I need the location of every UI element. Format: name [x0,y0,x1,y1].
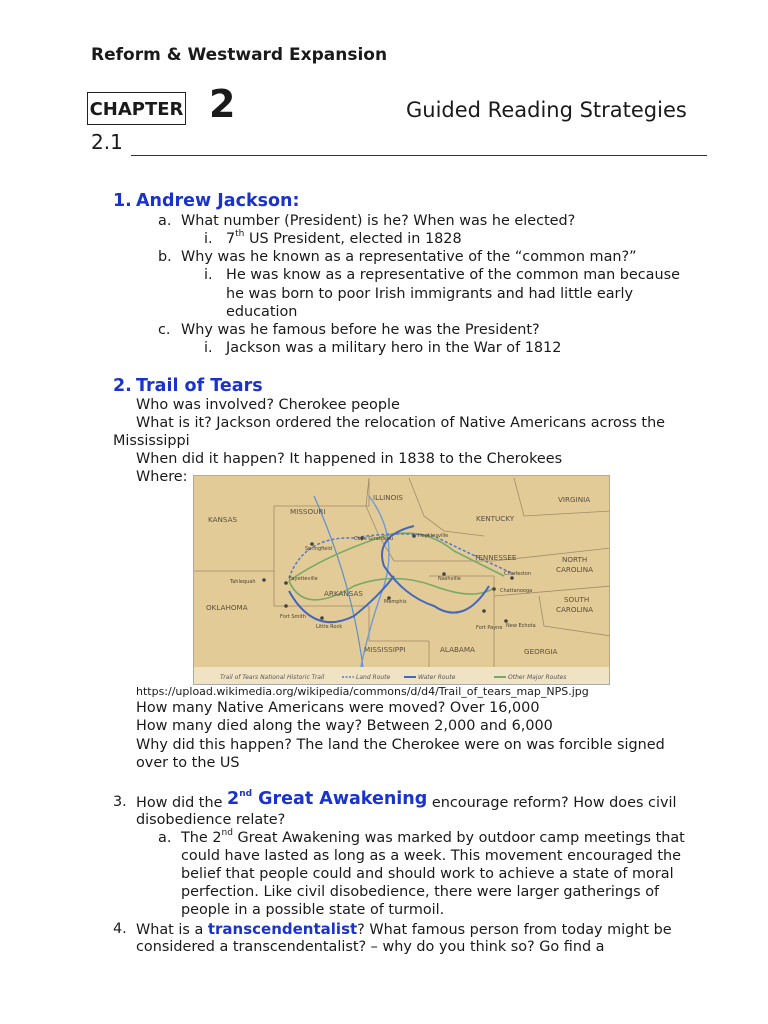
map-label-mississippi: MISSISSIPPI [364,645,406,654]
map-label-illinois: ILLINOIS [373,493,403,502]
q1c-text: Why was he famous before he was the President? [181,322,540,338]
chapter-number: 2 [209,82,236,126]
q3a-line5: people in a possible state of turmoil. [181,902,445,918]
map-place-tahlequah: Tahlequah [230,579,256,585]
map-label-kentucky: KENTUCKY [476,514,515,523]
q1a-letter: a. [158,213,172,229]
map-label-alabama: ALABAMA [440,645,475,654]
q1a-roman: i. [204,231,213,247]
map-label-carolina-2: CAROLINA [556,605,594,614]
q2-what-line2: Mississippi [113,433,190,449]
map-label-kansas: KANSAS [208,515,238,524]
q3a-letter: a. [158,830,172,846]
map-legend-water: Water Route [418,674,456,681]
q3a-line3: belief that people could and should work to achieve a state of moral [181,866,674,882]
map-place-nashville: Nashville [438,576,461,582]
q1a-answer: 7th US President, elected in 1828 [226,229,462,247]
q1-heading: Andrew Jackson: [136,191,300,211]
q2-when: When did it happen? It happened in 1838 to the Cherokees [136,451,563,467]
q3-line2: disobedience relate? [136,812,286,828]
title-underline [131,155,707,156]
map-place-cape-girardeau: Cape Girardeau [354,536,394,542]
document-title: Reform & Westward Expansion [91,45,388,65]
q2-number: 2. [113,376,132,396]
map-legend-land: Land Route [356,674,391,681]
q1b-roman: i. [204,267,213,283]
map-label-north: NORTH [562,555,588,564]
q1b-answer-line1: He was know as a representative of the common man because [226,267,680,283]
q1b-letter: b. [158,249,172,265]
trail-of-tears-map [193,475,610,685]
map-place-charleston: Charleston [504,571,532,577]
map-legend-title: Trail of Tears National Historic Trail [220,674,325,681]
q4-term: transcendentalist [207,920,358,938]
map-label-carolina: CAROLINA [556,565,594,574]
section-number: 2.1 [91,130,123,154]
q2-who: Who was involved? Cherokee people [136,397,400,413]
q2-why-line1: Why did this happen? The land the Cherokee were on was forcible signed [136,737,665,753]
q1c-answer: Jackson was a military hero in the War of 1812 [226,340,562,356]
map-legend-other: Other Major Routes [508,674,567,681]
map-label-oklahoma: OKLAHOMA [206,603,248,612]
q1b-answer-line2: he was born to poor Irish immigrants and had little early [226,286,633,302]
map-place-fort-payne: Fort Payne [476,625,503,631]
map-place-fort-smith: Fort Smith [280,614,306,620]
q4-number: 4. [113,921,127,937]
map-place-new-echota: New Echota [506,623,536,629]
q1b-answer-line3: education [226,304,298,320]
map-label-georgia: GEORGIA [524,647,558,656]
q1c-roman: i. [204,340,213,356]
q2-what-line1: What is it? Jackson ordered the relocation of Native Americans across the [136,415,666,431]
map-label-arkansas: ARKANSAS [324,589,363,598]
q4-line1: What is a transcendentalist? What famous person from today might be [136,920,672,938]
chapter-label: CHAPTER [87,92,186,125]
q3a-line4: perfection. Like civil disobedience, there were larger gatherings of [181,884,660,900]
q1a-text: What number (President) is he? When was he elected? [181,213,576,229]
map-place-chattanooga: Chattanooga [500,588,533,594]
map-place-memphis: Memphis [384,599,407,605]
q3a-line1: The 2nd Great Awakening was marked by outdoor camp meetings that [181,828,685,846]
q3-term: 2nd Great Awakening [227,789,428,809]
q2-where: Where: [136,469,188,485]
q2-died: How many died along the way? Between 2,000 and 6,000 [136,718,553,734]
map-label-south: SOUTH [564,595,590,604]
q3-line1: How did the 2nd Great Awakening encourage reform? How does civil [136,789,677,811]
map-label-virginia: VIRGINIA [558,495,591,504]
map-label-missouri: MISSOURI [290,507,326,516]
q1c-letter: c. [158,322,171,338]
q1-number: 1. [113,191,132,211]
q4-line2: considered a transcendentalist? – why do you think so? Go find a [136,939,605,955]
q3a-line2: could have lasted as long as a week. This movement encouraged the [181,848,681,864]
map-label-tennessee: TENNESSEE [474,553,517,562]
q1b-text: Why was he known as a representative of the “common man?” [181,249,637,265]
q2-why-line2: over to the US [136,755,240,771]
q2-heading: Trail of Tears [136,376,263,396]
q3-number: 3. [113,794,127,810]
map-source-link[interactable]: https://upload.wikimedia.org/wikipedia/commons/d/d4/Trail_of_tears_map_NPS.jpg [136,685,589,698]
map-place-springfield: Springfield [305,546,332,552]
map-place-little-rock: Little Rock [316,624,343,630]
guided-reading-title: Guided Reading Strategies [406,98,687,122]
map-place-hopkinsville: Hopkinsville [418,533,449,539]
map-place-fayetteville: Fayetteville [289,576,318,582]
q2-how-many: How many Native Americans were moved? Over 16,000 [136,700,540,716]
